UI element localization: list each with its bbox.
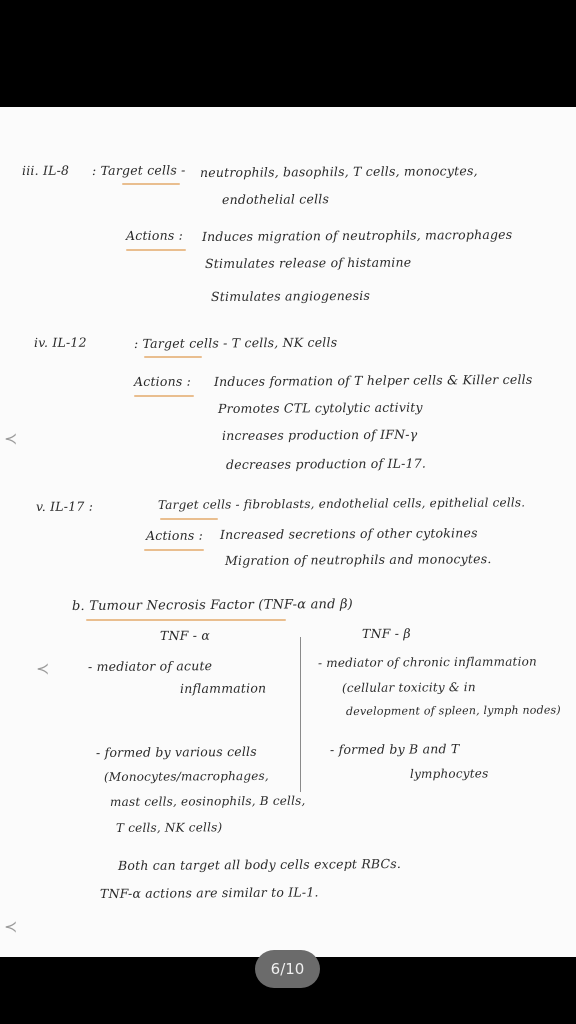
- tnf-beta-1a: - mediator of chronic inflammation: [317, 654, 537, 670]
- il12-actions-label: Actions :: [133, 373, 192, 389]
- underline: [134, 395, 194, 397]
- tnf-alpha-2b: (Monocytes/macrophages,: [103, 768, 269, 784]
- il12-action-1: Induces formation of T helper cells & Killer cells: [213, 371, 533, 389]
- column-divider: [300, 637, 301, 792]
- il8-actions-label: Actions :: [125, 227, 184, 243]
- tnf-alpha-title: TNF - α: [159, 627, 211, 643]
- tnf-alpha-2d: T cells, NK cells): [115, 820, 223, 835]
- tnf-beta-2a: - formed by B and T: [329, 741, 460, 757]
- underline: [160, 518, 218, 520]
- binder-hole-mark: ≺: [36, 659, 50, 678]
- underline: [122, 183, 180, 185]
- underline: [126, 249, 186, 251]
- binder-hole-mark: ≺: [4, 429, 18, 448]
- il8-action-3: Stimulates angiogenesis: [210, 287, 371, 304]
- il17-action-2: Migration of neutrophils and monocytes.: [224, 551, 492, 568]
- il17-target: Target cells - fibroblasts, endothelial cells, epithelial cells.: [157, 495, 526, 512]
- il12-action-2: Promotes CTL cytolytic activity: [217, 399, 423, 416]
- underline: [144, 549, 204, 551]
- underline: [86, 619, 286, 621]
- il8-target-2: endothelial cells: [221, 191, 330, 207]
- underline: [144, 356, 202, 358]
- tnf-alpha-2c: mast cells, eosinophils, B cells,: [109, 793, 306, 809]
- il12-action-3: increases production of IFN-γ: [221, 426, 418, 443]
- tnf-alpha-2a: - formed by various cells: [95, 743, 257, 760]
- il8-action-2: Stimulates release of histamine: [204, 254, 412, 271]
- tnf-heading: b. Tumour Necrosis Factor (TNF-α and β): [71, 597, 353, 614]
- notebook-page: [0, 107, 576, 957]
- tnf-alpha-1b: inflammation: [179, 680, 267, 696]
- tnf-beta-2b: lymphocytes: [409, 766, 489, 781]
- tnf-note-1: Both can target all body cells except RBCs.: [117, 856, 402, 873]
- il17-action-1: Increased secretions of other cytokines: [219, 525, 478, 542]
- binder-hole-mark: ≺: [4, 917, 18, 936]
- il8-target-1: neutrophils, basophils, T cells, monocytes,: [199, 163, 478, 180]
- il8-number: iii. IL-8: [21, 162, 70, 178]
- tnf-beta-1b: (cellular toxicity & in: [341, 680, 476, 695]
- page-indicator: 6/10: [255, 950, 320, 988]
- il8-target-label: : Target cells -: [91, 162, 186, 178]
- il12-action-4: decreases production of IL-17.: [225, 455, 427, 472]
- tnf-alpha-1a: - mediator of acute: [87, 658, 213, 674]
- tnf-note-2: TNF-α actions are similar to IL-1.: [99, 884, 319, 901]
- il17-actions-label: Actions :: [145, 527, 204, 543]
- il12-target: : Target cells - T cells, NK cells: [133, 334, 338, 351]
- il17-number: v. IL-17 :: [35, 498, 94, 514]
- tnf-beta-1c: development of spleen, lymph nodes): [345, 703, 561, 718]
- il8-action-1: Induces migration of neutrophils, macrophages: [201, 226, 513, 244]
- il12-number: iv. IL-12: [33, 334, 87, 350]
- tnf-beta-title: TNF - β: [361, 625, 411, 641]
